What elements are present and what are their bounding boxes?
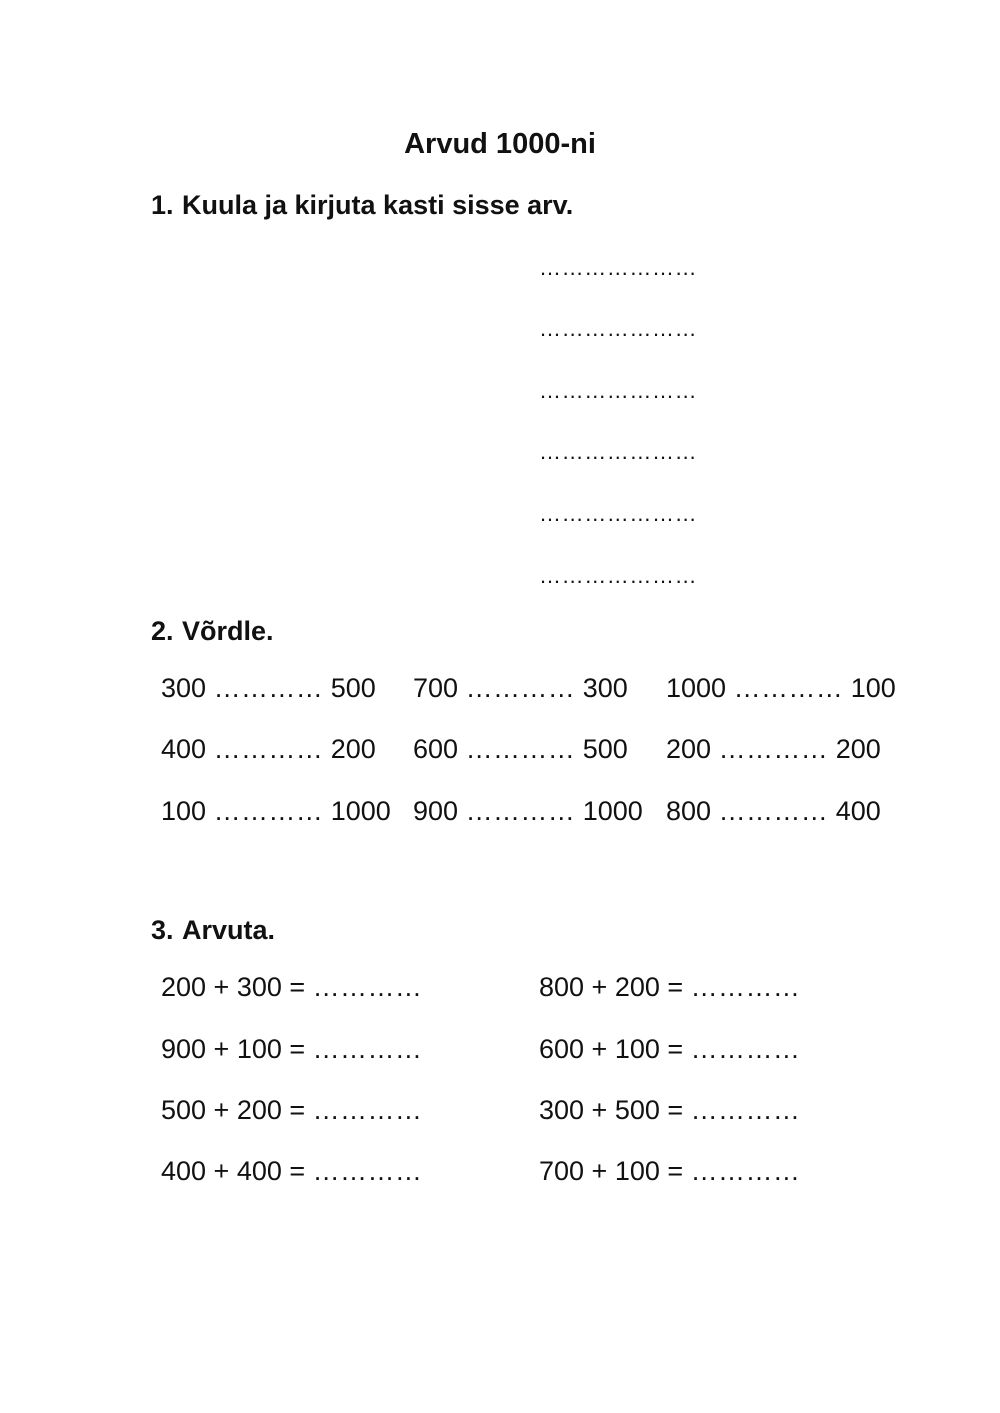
compare-blank[interactable]: ………… bbox=[213, 673, 324, 703]
section2-title: Võrdle. bbox=[182, 616, 274, 646]
section3-number: 3. bbox=[151, 915, 174, 945]
calc-blank[interactable]: ………… bbox=[312, 1095, 423, 1125]
calc-item: 600 + 100 = ………… bbox=[539, 1034, 801, 1064]
answer-blank-4[interactable]: ………………… bbox=[539, 439, 698, 464]
section2-number: 2. bbox=[151, 616, 174, 646]
calc-item: 200 + 300 = ………… bbox=[161, 972, 423, 1002]
answer-blank-3[interactable]: ………………… bbox=[539, 378, 698, 403]
compare-item: 200 ………… 200 bbox=[666, 734, 881, 764]
compare-blank[interactable]: ………… bbox=[465, 796, 576, 826]
calc-item: 300 + 500 = ………… bbox=[539, 1095, 801, 1125]
calc-blank[interactable]: ………… bbox=[690, 1034, 801, 1064]
compare-blank[interactable]: ………… bbox=[718, 734, 829, 764]
compare-blank[interactable]: ………… bbox=[213, 796, 324, 826]
compare-item: 400 ………… 200 bbox=[161, 734, 376, 764]
section3-title: Arvuta. bbox=[182, 915, 276, 945]
section1-number: 1. bbox=[151, 190, 174, 220]
calc-item: 500 + 200 = ………… bbox=[161, 1095, 423, 1125]
compare-blank[interactable]: ………… bbox=[733, 673, 844, 703]
section1-title: Kuula ja kirjuta kasti sisse arv. bbox=[182, 190, 574, 220]
calc-blank[interactable]: ………… bbox=[690, 1156, 801, 1186]
compare-blank[interactable]: ………… bbox=[465, 734, 576, 764]
compare-item: 600 ………… 500 bbox=[413, 734, 628, 764]
compare-item: 100 ………… 1000 bbox=[161, 796, 391, 826]
compare-item: 700 ………… 300 bbox=[413, 673, 628, 703]
compare-item: 800 ………… 400 bbox=[666, 796, 881, 826]
answer-blank-1[interactable]: ………………… bbox=[539, 255, 698, 280]
calc-item: 800 + 200 = ………… bbox=[539, 972, 801, 1002]
compare-blank[interactable]: ………… bbox=[718, 796, 829, 826]
answer-blank-6[interactable]: ………………… bbox=[539, 563, 698, 588]
section1-heading bbox=[151, 190, 573, 221]
calc-blank[interactable]: ………… bbox=[312, 1034, 423, 1064]
calc-item: 400 + 400 = ………… bbox=[161, 1156, 423, 1186]
calc-blank[interactable]: ………… bbox=[312, 1156, 423, 1186]
compare-item: 300 ………… 500 bbox=[161, 673, 376, 703]
answer-blank-5[interactable]: ………………… bbox=[539, 501, 698, 526]
compare-blank[interactable]: ………… bbox=[465, 673, 576, 703]
calc-blank[interactable]: ………… bbox=[312, 972, 423, 1002]
calc-item: 900 + 100 = ………… bbox=[161, 1034, 423, 1064]
section3-heading bbox=[151, 915, 275, 946]
compare-item: 900 ………… 1000 bbox=[413, 796, 643, 826]
calc-blank[interactable]: ………… bbox=[690, 972, 801, 1002]
compare-blank[interactable]: ………… bbox=[213, 734, 324, 764]
calc-blank[interactable]: ………… bbox=[690, 1095, 801, 1125]
compare-item: 1000 ………… 100 bbox=[666, 673, 896, 703]
section2-heading bbox=[151, 616, 274, 647]
calc-item: 700 + 100 = ………… bbox=[539, 1156, 801, 1186]
page-title: Arvud 1000-ni bbox=[404, 128, 596, 160]
answer-blank-2[interactable]: ………………… bbox=[539, 316, 698, 341]
